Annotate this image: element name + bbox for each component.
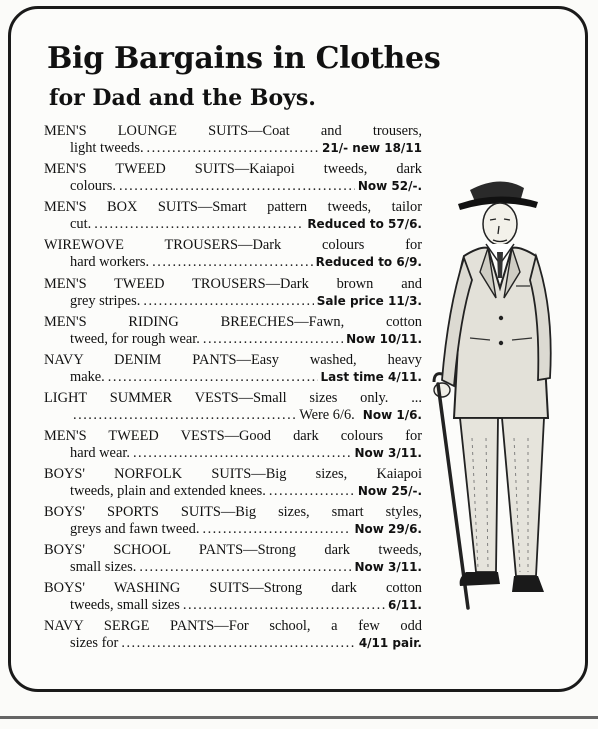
item-title: LIGHT SUMMER VESTS—Small sizes only. ... <box>44 390 422 406</box>
item-detail: Were 6/6. <box>299 407 355 423</box>
leader-dots <box>152 254 313 271</box>
leader-dots <box>183 597 385 614</box>
item-price: Now 29/6. <box>354 522 422 536</box>
item-detail: tweed, for rough wear. <box>70 331 200 347</box>
item-title: MEN'S RIDING BREECHES—Fawn, cotton <box>44 314 422 330</box>
item-detail: hard wear. <box>70 445 130 461</box>
item-detail: greys and fawn tweed. <box>70 521 200 537</box>
item-detail: small sizes. <box>70 559 137 575</box>
ad-subheadline: for Dad and the Boys. <box>49 85 316 111</box>
item-title: NAVY SERGE PANTS—For school, a few odd <box>44 618 422 634</box>
list-item <box>44 314 422 348</box>
leader-dots <box>147 140 319 157</box>
item-detail: hard workers. <box>70 254 150 270</box>
list-item <box>44 123 422 157</box>
item-price: Now 10/11. <box>346 332 422 346</box>
item-price: Now 1/6. <box>362 408 422 422</box>
list-item <box>44 504 422 538</box>
leader-dots <box>133 445 352 462</box>
list-item <box>44 237 422 271</box>
leader-dots <box>119 178 355 195</box>
man-with-cane-illustration <box>420 168 580 610</box>
item-title: MEN'S BOX SUITS—Smart pattern tweeds, tailor <box>44 199 422 215</box>
item-title: MEN'S TWEED SUITS—Kaiapoi tweeds, dark <box>44 161 422 177</box>
leader-dots <box>202 521 351 538</box>
item-detail: tweeds, small sizes <box>70 597 180 613</box>
item-title: BOYS' WASHING SUITS—Strong dark cotton <box>44 580 422 596</box>
item-price: Now 52/-. <box>357 179 422 193</box>
item-price: Now 25/-. <box>357 484 422 498</box>
item-price: 4/11 pair. <box>358 636 422 650</box>
item-detail: tweeds, plain and extended knees. <box>70 483 266 499</box>
leader-dots <box>121 635 355 652</box>
ad-headline: Big Bargains in Clothes <box>47 41 441 76</box>
item-detail: light tweeds. <box>70 140 144 156</box>
list-item <box>44 580 422 614</box>
item-title: BOYS' NORFOLK SUITS—Big sizes, Kaiapoi <box>44 466 422 482</box>
item-price: Reduced to 6/9. <box>315 255 422 269</box>
item-title: MEN'S LOUNGE SUITS—Coat and trousers, <box>44 123 422 139</box>
item-price: Reduced to 57/6. <box>307 217 422 231</box>
leader-dots <box>203 331 343 348</box>
item-detail: cut. <box>70 216 92 232</box>
item-price: Sale price 11/3. <box>316 294 422 308</box>
item-detail: sizes for <box>70 635 119 651</box>
leader-dots <box>108 369 318 386</box>
item-title: BOYS' SCHOOL PANTS—Strong dark tweeds, <box>44 542 422 558</box>
list-item <box>44 161 422 195</box>
list-item <box>44 618 422 652</box>
list-item <box>44 352 422 386</box>
item-title: BOYS' SPORTS SUITS—Big sizes, smart styles, <box>44 504 422 520</box>
leader-dots <box>73 407 296 424</box>
list-item <box>44 542 422 576</box>
item-title: WIREWOVE TROUSERS—Dark colours for <box>44 237 422 253</box>
item-title: MEN'S TWEED TROUSERS—Dark brown and <box>44 276 422 292</box>
leader-dots <box>94 216 304 233</box>
item-price: 6/11. <box>388 598 422 612</box>
leader-dots <box>269 483 355 500</box>
item-price: Last time 4/11. <box>320 370 422 384</box>
leader-dots <box>139 559 351 576</box>
leader-dots <box>143 293 313 310</box>
item-title: NAVY DENIM PANTS—Easy washed, heavy <box>44 352 422 368</box>
item-price: 21/- new 18/11 <box>322 141 422 155</box>
item-detail: colours. <box>70 178 116 194</box>
item-detail: grey stripes. <box>70 293 141 309</box>
list-item <box>44 466 422 500</box>
item-price: Now 3/11. <box>354 560 422 574</box>
list-item <box>44 276 422 310</box>
list-item <box>44 428 422 462</box>
item-price: Now 3/11. <box>354 446 422 460</box>
item-title: MEN'S TWEED VESTS—Good dark colours for <box>44 428 422 444</box>
item-detail: make. <box>70 369 105 385</box>
list-item <box>44 199 422 233</box>
list-item <box>44 390 422 424</box>
